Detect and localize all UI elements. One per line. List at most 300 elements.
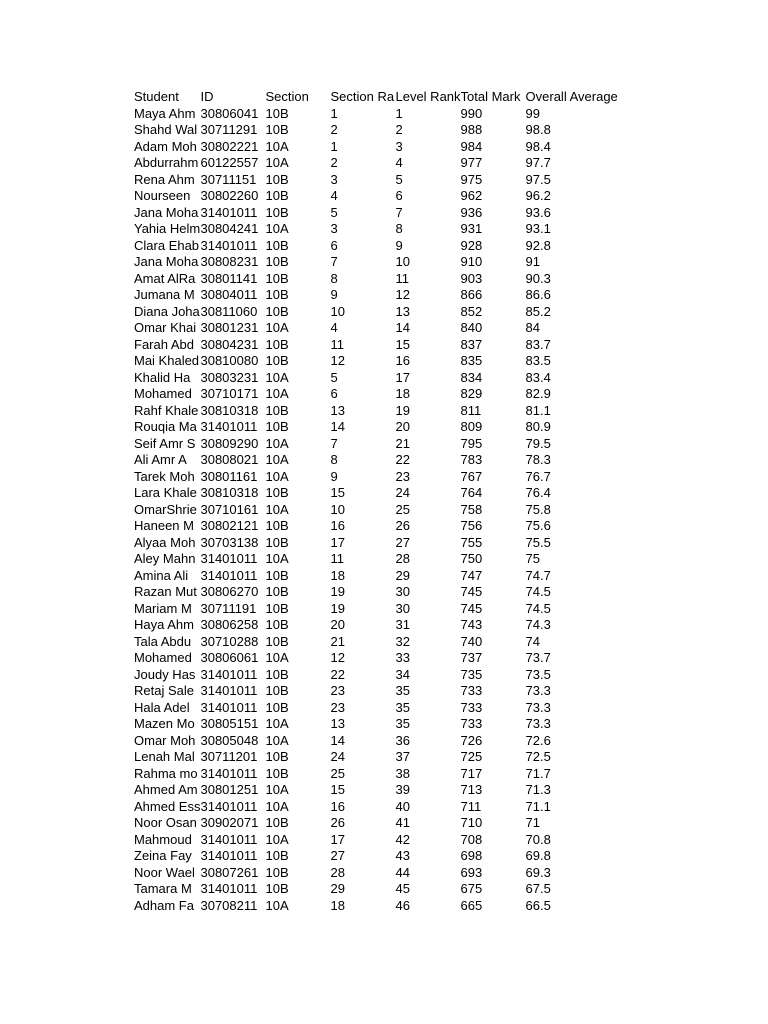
cell-level-rank: 31 bbox=[395, 617, 410, 632]
cell-overall-average: 96.2 bbox=[525, 188, 551, 203]
cell-level-rank: 35 bbox=[395, 683, 410, 698]
header-section: Section bbox=[265, 89, 309, 104]
cell-overall-average: 82.9 bbox=[525, 386, 551, 401]
table-row bbox=[134, 749, 626, 766]
ranking-table bbox=[134, 89, 626, 914]
cell-student-name: Omar Moh bbox=[134, 732, 196, 748]
cell-section: 10B bbox=[265, 848, 289, 863]
cell-section: 10B bbox=[265, 287, 289, 302]
cell-total-mark: 708 bbox=[460, 831, 483, 847]
table-row bbox=[134, 238, 626, 255]
cell-section-rank: 9 bbox=[330, 287, 338, 302]
cell-level-rank: 26 bbox=[395, 518, 410, 533]
table-row bbox=[134, 221, 626, 238]
cell-student-id: 31401011 bbox=[200, 699, 258, 715]
cell-section-rank: 21 bbox=[330, 633, 345, 649]
cell-total-mark: 910 bbox=[460, 254, 483, 269]
cell-student-name: Omar Khai bbox=[134, 320, 197, 335]
cell-section: 10B bbox=[265, 518, 289, 533]
table-row bbox=[134, 337, 626, 354]
cell-total-mark: 852 bbox=[460, 303, 483, 319]
cell-student-id: 30809290 bbox=[200, 435, 259, 451]
cell-section-rank: 15 bbox=[330, 782, 345, 797]
table-row bbox=[134, 535, 626, 552]
table-row bbox=[134, 320, 626, 337]
cell-section: 10A bbox=[265, 320, 289, 335]
table-row bbox=[134, 353, 626, 370]
cell-overall-average: 69.8 bbox=[525, 848, 551, 863]
cell-overall-average: 71.1 bbox=[525, 798, 551, 814]
table-row bbox=[134, 617, 626, 634]
cell-overall-average: 84 bbox=[525, 320, 540, 335]
cell-level-rank: 29 bbox=[395, 567, 410, 583]
cell-section-rank: 22 bbox=[330, 666, 345, 682]
cell-level-rank: 43 bbox=[395, 848, 410, 863]
cell-student-name: Diana Joha bbox=[134, 303, 200, 319]
cell-student-id: 30708211 bbox=[200, 897, 258, 913]
cell-level-rank: 24 bbox=[395, 485, 410, 500]
cell-student-name: Rena Ahm bbox=[134, 171, 195, 187]
table-row bbox=[134, 650, 626, 667]
table-row bbox=[134, 865, 626, 882]
cell-section: 10B bbox=[265, 633, 289, 649]
cell-section-rank: 4 bbox=[330, 320, 338, 335]
cell-section-rank: 9 bbox=[330, 468, 338, 484]
cell-level-rank: 32 bbox=[395, 633, 410, 649]
cell-section-rank: 2 bbox=[330, 155, 338, 170]
cell-total-mark: 740 bbox=[460, 633, 483, 649]
cell-student-name: Ali Amr A bbox=[134, 452, 187, 467]
cell-student-name: Amat AlRa bbox=[134, 270, 196, 286]
cell-student-id: 30804231 bbox=[200, 336, 259, 352]
table-row bbox=[134, 667, 626, 684]
cell-student-name: Zeina Fay bbox=[134, 848, 192, 863]
cell-level-rank: 33 bbox=[395, 650, 410, 665]
cell-section-rank: 8 bbox=[330, 452, 338, 467]
cell-level-rank: 39 bbox=[395, 782, 410, 797]
table-row bbox=[134, 848, 626, 865]
cell-section-rank: 10 bbox=[330, 501, 345, 517]
cell-student-name: Mohamed bbox=[134, 650, 192, 665]
table-row bbox=[134, 766, 626, 783]
header-total-mark: Total Mark bbox=[460, 89, 521, 104]
cell-student-id: 30802221 bbox=[200, 138, 259, 154]
cell-section-rank: 5 bbox=[330, 369, 338, 385]
cell-overall-average: 66.5 bbox=[525, 897, 551, 913]
cell-level-rank: 45 bbox=[395, 881, 410, 896]
table-row bbox=[134, 832, 626, 849]
cell-section: 10A bbox=[265, 369, 289, 385]
cell-level-rank: 30 bbox=[395, 584, 410, 599]
cell-level-rank: 25 bbox=[395, 501, 410, 517]
cell-section-rank: 1 bbox=[330, 138, 338, 154]
cell-section: 10B bbox=[265, 171, 289, 187]
cell-student-id: 30804011 bbox=[200, 287, 258, 302]
cell-student-id: 30805151 bbox=[200, 716, 259, 731]
cell-overall-average: 99 bbox=[525, 105, 540, 121]
cell-student-name: Amina Ali bbox=[134, 567, 189, 583]
cell-overall-average: 75.6 bbox=[525, 518, 551, 533]
cell-overall-average: 80.9 bbox=[525, 419, 551, 434]
cell-student-name: Hala Adel bbox=[134, 699, 190, 715]
cell-section-rank: 23 bbox=[330, 699, 345, 715]
cell-level-rank: 4 bbox=[395, 155, 403, 170]
cell-section-rank: 16 bbox=[330, 798, 345, 814]
cell-student-id: 30808021 bbox=[200, 452, 259, 467]
header-section-rank: Section Ra bbox=[330, 89, 395, 104]
cell-total-mark: 675 bbox=[460, 881, 483, 896]
table-row bbox=[134, 683, 626, 700]
table-row bbox=[134, 254, 626, 271]
cell-level-rank: 3 bbox=[395, 138, 403, 154]
cell-student-name: Nourseen bbox=[134, 188, 191, 203]
table-body bbox=[134, 106, 626, 915]
cell-student-id: 30806258 bbox=[200, 617, 259, 632]
cell-level-rank: 34 bbox=[395, 666, 410, 682]
cell-student-id: 30811060 bbox=[200, 303, 258, 319]
cell-total-mark: 809 bbox=[460, 419, 483, 434]
table-row bbox=[134, 799, 626, 816]
cell-overall-average: 76.4 bbox=[525, 485, 551, 500]
cell-overall-average: 73.3 bbox=[525, 716, 551, 731]
cell-section: 10B bbox=[265, 270, 289, 286]
cell-level-rank: 16 bbox=[395, 353, 410, 368]
cell-student-name: Jumana M bbox=[134, 287, 195, 302]
cell-section-rank: 11 bbox=[330, 551, 344, 566]
cell-student-name: Mai Khaled bbox=[134, 353, 200, 368]
cell-student-name: Rahf Khale bbox=[134, 402, 199, 418]
cell-overall-average: 98.4 bbox=[525, 138, 551, 154]
cell-level-rank: 46 bbox=[395, 897, 410, 913]
cell-student-id: 31401011 bbox=[200, 881, 258, 896]
table-row bbox=[134, 469, 626, 486]
cell-total-mark: 726 bbox=[460, 732, 483, 748]
cell-student-id: 30710161 bbox=[200, 501, 259, 517]
cell-total-mark: 767 bbox=[460, 468, 483, 484]
cell-section: 10A bbox=[265, 468, 289, 484]
cell-level-rank: 20 bbox=[395, 419, 410, 434]
cell-section: 10B bbox=[265, 584, 289, 599]
cell-student-id: 30806061 bbox=[200, 650, 259, 665]
table-row bbox=[134, 370, 626, 387]
cell-student-id: 31401011 bbox=[200, 666, 258, 682]
cell-overall-average: 73.3 bbox=[525, 699, 551, 715]
cell-overall-average: 90.3 bbox=[525, 270, 551, 286]
cell-section: 10B bbox=[265, 303, 289, 319]
cell-level-rank: 17 bbox=[395, 369, 410, 385]
cell-student-name: Lara Khale bbox=[134, 485, 197, 500]
table-row bbox=[134, 155, 626, 172]
cell-level-rank: 5 bbox=[395, 171, 403, 187]
cell-section-rank: 3 bbox=[330, 221, 338, 236]
cell-total-mark: 931 bbox=[460, 221, 483, 236]
table-row bbox=[134, 634, 626, 651]
cell-student-id: 30801141 bbox=[200, 270, 258, 286]
header-student: Student bbox=[134, 89, 179, 104]
cell-section-rank: 12 bbox=[330, 353, 345, 368]
cell-total-mark: 733 bbox=[460, 683, 483, 698]
cell-overall-average: 98.8 bbox=[525, 122, 551, 137]
cell-section-rank: 14 bbox=[330, 732, 345, 748]
cell-section: 10A bbox=[265, 138, 289, 154]
cell-student-name: Tarek Moh bbox=[134, 468, 195, 484]
cell-student-id: 30810318 bbox=[200, 402, 259, 418]
cell-level-rank: 22 bbox=[395, 452, 410, 467]
cell-section-rank: 4 bbox=[330, 188, 338, 203]
cell-section: 10A bbox=[265, 221, 289, 236]
cell-section: 10B bbox=[265, 122, 289, 137]
cell-total-mark: 811 bbox=[460, 402, 482, 418]
cell-section: 10B bbox=[265, 336, 289, 352]
cell-section: 10B bbox=[265, 600, 289, 616]
table-row bbox=[134, 551, 626, 568]
cell-student-name: Maya Ahm bbox=[134, 105, 196, 121]
cell-total-mark: 733 bbox=[460, 699, 483, 715]
cell-level-rank: 21 bbox=[395, 435, 410, 451]
table-row bbox=[134, 304, 626, 321]
cell-student-name: Clara Ehab bbox=[134, 237, 200, 253]
cell-total-mark: 837 bbox=[460, 336, 483, 352]
cell-level-rank: 35 bbox=[395, 716, 410, 731]
cell-overall-average: 75 bbox=[525, 551, 540, 566]
cell-level-rank: 19 bbox=[395, 402, 410, 418]
cell-student-id: 30810080 bbox=[200, 353, 259, 368]
cell-overall-average: 85.2 bbox=[525, 303, 551, 319]
cell-student-id: 30807261 bbox=[200, 864, 259, 880]
cell-section-rank: 16 bbox=[330, 518, 345, 533]
cell-section-rank: 5 bbox=[330, 204, 338, 220]
cell-student-name: Noor Osan bbox=[134, 815, 197, 830]
cell-total-mark: 936 bbox=[460, 204, 483, 220]
cell-section: 10B bbox=[265, 683, 289, 698]
cell-student-id: 30805048 bbox=[200, 732, 259, 748]
cell-total-mark: 975 bbox=[460, 171, 483, 187]
table-row bbox=[134, 403, 626, 420]
cell-section: 10A bbox=[265, 798, 289, 814]
cell-overall-average: 81.1 bbox=[525, 402, 551, 418]
cell-section-rank: 29 bbox=[330, 881, 345, 896]
table-row bbox=[134, 518, 626, 535]
cell-section: 10B bbox=[265, 188, 289, 203]
cell-student-name: Retaj Sale bbox=[134, 683, 194, 698]
cell-level-rank: 36 bbox=[395, 732, 410, 748]
cell-student-name: Seif Amr S bbox=[134, 435, 196, 451]
cell-level-rank: 38 bbox=[395, 765, 410, 781]
cell-level-rank: 13 bbox=[395, 303, 410, 319]
cell-section-rank: 18 bbox=[330, 897, 345, 913]
cell-student-name: Haneen M bbox=[134, 518, 194, 533]
cell-level-rank: 18 bbox=[395, 386, 410, 401]
table-row bbox=[134, 172, 626, 189]
cell-student-id: 31401011 bbox=[200, 798, 258, 814]
table-row bbox=[134, 122, 626, 139]
cell-overall-average: 93.1 bbox=[525, 221, 551, 236]
cell-level-rank: 35 bbox=[395, 699, 410, 715]
table-row bbox=[134, 881, 626, 898]
cell-student-name: Yahia Helm bbox=[134, 221, 201, 236]
cell-total-mark: 711 bbox=[460, 798, 482, 814]
cell-total-mark: 725 bbox=[460, 749, 483, 764]
cell-overall-average: 74.5 bbox=[525, 584, 551, 599]
cell-student-id: 31401011 bbox=[200, 848, 258, 863]
cell-section-rank: 14 bbox=[330, 419, 345, 434]
cell-level-rank: 37 bbox=[395, 749, 410, 764]
cell-section: 10A bbox=[265, 897, 289, 913]
cell-student-id: 30711291 bbox=[200, 122, 258, 137]
cell-student-id: 30703138 bbox=[200, 534, 259, 550]
cell-student-name: Joudy Has bbox=[134, 666, 196, 682]
cell-section-rank: 20 bbox=[330, 617, 345, 632]
cell-section-rank: 6 bbox=[330, 237, 338, 253]
cell-section-rank: 6 bbox=[330, 386, 338, 401]
cell-total-mark: 977 bbox=[460, 155, 483, 170]
cell-overall-average: 78.3 bbox=[525, 452, 551, 467]
cell-section-rank: 18 bbox=[330, 567, 345, 583]
cell-total-mark: 962 bbox=[460, 188, 483, 203]
cell-total-mark: 764 bbox=[460, 485, 483, 500]
cell-total-mark: 733 bbox=[460, 716, 483, 731]
cell-section: 10B bbox=[265, 749, 289, 764]
cell-level-rank: 27 bbox=[395, 534, 410, 550]
table-row bbox=[134, 386, 626, 403]
cell-level-rank: 44 bbox=[395, 864, 410, 880]
cell-student-id: 30806270 bbox=[200, 584, 259, 599]
table-row bbox=[134, 700, 626, 717]
cell-section: 10B bbox=[265, 204, 289, 220]
cell-level-rank: 7 bbox=[395, 204, 403, 220]
cell-overall-average: 97.7 bbox=[525, 155, 551, 170]
cell-level-rank: 1 bbox=[395, 105, 403, 121]
cell-section: 10A bbox=[265, 782, 289, 797]
cell-level-rank: 30 bbox=[395, 600, 410, 616]
cell-student-name: Adam Moh bbox=[134, 138, 197, 154]
cell-section: 10B bbox=[265, 881, 289, 896]
cell-overall-average: 75.8 bbox=[525, 501, 551, 517]
cell-student-id: 30802121 bbox=[200, 518, 259, 533]
cell-total-mark: 745 bbox=[460, 600, 483, 616]
cell-student-id: 30803231 bbox=[200, 369, 259, 385]
cell-section-rank: 26 bbox=[330, 815, 345, 830]
cell-total-mark: 829 bbox=[460, 386, 483, 401]
cell-section: 10B bbox=[265, 485, 289, 500]
cell-section-rank: 13 bbox=[330, 716, 345, 731]
cell-student-id: 30711151 bbox=[200, 171, 257, 187]
cell-overall-average: 93.6 bbox=[525, 204, 551, 220]
header-id: ID bbox=[200, 89, 214, 104]
cell-student-id: 30804241 bbox=[200, 221, 259, 236]
cell-overall-average: 97.5 bbox=[525, 171, 551, 187]
header-level-rank: Level Rank bbox=[395, 89, 461, 104]
cell-total-mark: 990 bbox=[460, 105, 483, 121]
cell-student-name: Alyaa Moh bbox=[134, 534, 196, 550]
cell-section: 10B bbox=[265, 815, 289, 830]
cell-student-id: 30801161 bbox=[200, 468, 258, 484]
cell-level-rank: 8 bbox=[395, 221, 403, 236]
cell-level-rank: 15 bbox=[395, 336, 410, 352]
cell-section: 10B bbox=[265, 864, 289, 880]
table-row bbox=[134, 815, 626, 832]
table-row bbox=[134, 106, 626, 123]
cell-total-mark: 834 bbox=[460, 369, 483, 385]
cell-section: 10B bbox=[265, 237, 289, 253]
cell-section: 10B bbox=[265, 567, 289, 583]
cell-student-name: Tamara M bbox=[134, 881, 192, 896]
cell-total-mark: 743 bbox=[460, 617, 483, 632]
cell-student-name: Jana Moha bbox=[134, 254, 199, 269]
cell-total-mark: 756 bbox=[460, 518, 483, 533]
table-row bbox=[134, 452, 626, 469]
cell-section: 10B bbox=[265, 402, 289, 418]
cell-section: 10B bbox=[265, 419, 289, 434]
cell-overall-average: 83.5 bbox=[525, 353, 551, 368]
cell-student-id: 31401011 bbox=[200, 567, 258, 583]
cell-section-rank: 1 bbox=[330, 105, 338, 121]
cell-student-id: 31401011 bbox=[200, 551, 258, 566]
cell-section: 10A bbox=[265, 831, 289, 847]
table-row bbox=[134, 436, 626, 453]
cell-section: 10B bbox=[265, 534, 289, 550]
cell-student-name: Mohamed bbox=[134, 386, 192, 401]
cell-student-id: 31401011 bbox=[200, 237, 258, 253]
cell-student-name: Ahmed Am bbox=[134, 782, 198, 797]
cell-student-id: 30801251 bbox=[200, 782, 259, 797]
cell-level-rank: 40 bbox=[395, 798, 410, 814]
cell-total-mark: 835 bbox=[460, 353, 483, 368]
spreadsheet bbox=[134, 89, 626, 914]
cell-student-id: 30711201 bbox=[200, 749, 258, 764]
table-row bbox=[134, 584, 626, 601]
cell-student-id: 30902071 bbox=[200, 815, 259, 830]
cell-section: 10B bbox=[265, 254, 289, 269]
cell-student-id: 60122557 bbox=[200, 155, 259, 170]
cell-student-name: Abdurrahm bbox=[134, 155, 199, 170]
cell-overall-average: 71 bbox=[525, 815, 540, 830]
cell-student-name: Aley Mahn bbox=[134, 551, 196, 566]
cell-total-mark: 698 bbox=[460, 848, 483, 863]
cell-student-id: 31401011 bbox=[200, 419, 258, 434]
cell-student-id: 31401011 bbox=[200, 204, 258, 220]
cell-student-name: Shahd Wal bbox=[134, 122, 198, 137]
table-row bbox=[134, 205, 626, 222]
cell-level-rank: 2 bbox=[395, 122, 403, 137]
cell-section-rank: 13 bbox=[330, 402, 345, 418]
cell-section: 10B bbox=[265, 699, 289, 715]
cell-student-id: 30808231 bbox=[200, 254, 259, 269]
table-row bbox=[134, 782, 626, 799]
cell-student-id: 31401011 bbox=[200, 683, 258, 698]
table-row bbox=[134, 419, 626, 436]
cell-overall-average: 83.4 bbox=[525, 369, 551, 385]
table-row bbox=[134, 485, 626, 502]
table-row bbox=[134, 287, 626, 304]
cell-section-rank: 19 bbox=[330, 600, 345, 616]
cell-student-name: Mahmoud bbox=[134, 831, 192, 847]
cell-overall-average: 76.7 bbox=[525, 468, 551, 484]
cell-total-mark: 693 bbox=[460, 864, 483, 880]
cell-total-mark: 783 bbox=[460, 452, 483, 467]
cell-total-mark: 735 bbox=[460, 666, 483, 682]
cell-student-name: Rouqia Ma bbox=[134, 419, 197, 434]
cell-overall-average: 74 bbox=[525, 633, 540, 649]
cell-section-rank: 11 bbox=[330, 336, 344, 352]
cell-total-mark: 737 bbox=[460, 650, 483, 665]
cell-total-mark: 747 bbox=[460, 567, 483, 583]
cell-total-mark: 717 bbox=[460, 765, 483, 781]
table-row bbox=[134, 502, 626, 519]
cell-total-mark: 758 bbox=[460, 501, 483, 517]
cell-section: 10A bbox=[265, 551, 289, 566]
cell-student-id: 31401011 bbox=[200, 831, 258, 847]
